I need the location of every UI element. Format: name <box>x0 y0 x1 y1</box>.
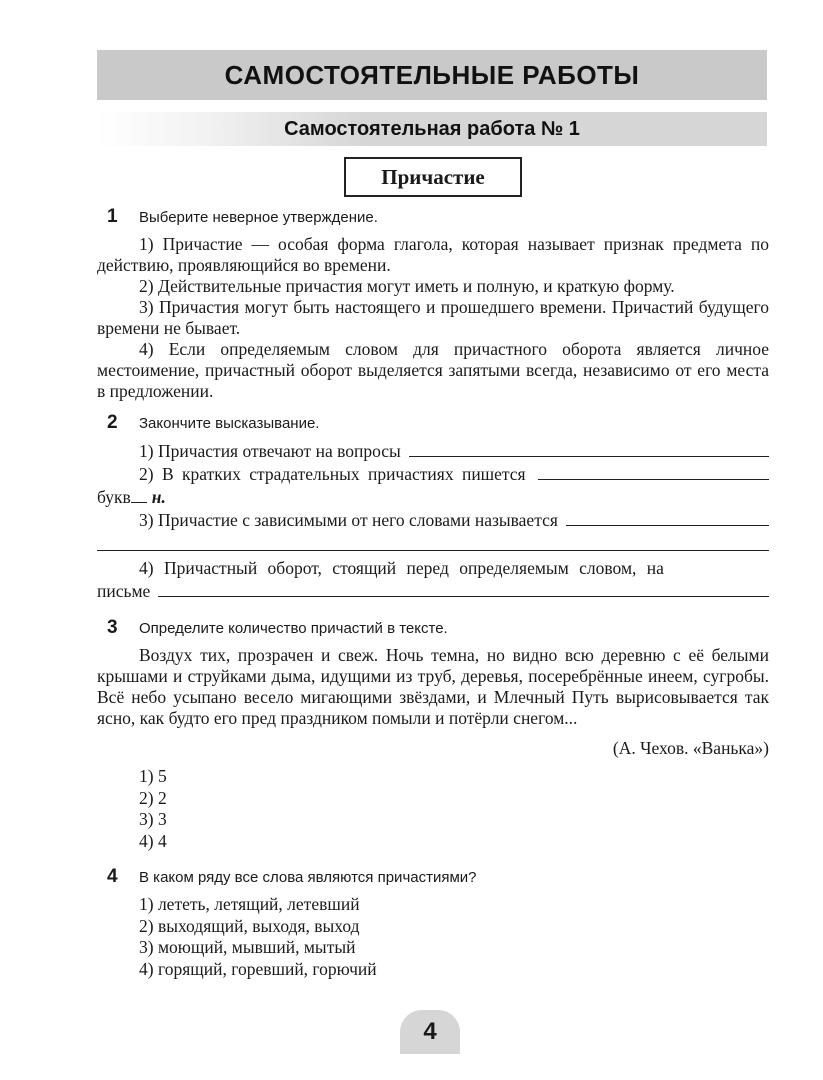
topic-box <box>344 157 522 197</box>
task-number: 3 <box>107 617 118 638</box>
task-2-item-2 <box>97 463 769 486</box>
section-title-banner <box>97 50 767 100</box>
task-1-option-3: 3) Причастия могут быть настоящего и прошедшего времени. Причастий будущего времени не бывает. <box>97 297 769 338</box>
task-instruction: Закончите высказывание. <box>139 415 320 432</box>
task-4-header <box>97 866 769 888</box>
task-number: 1 <box>107 206 118 227</box>
task-3-option-4: 4) 4 <box>139 830 167 851</box>
task-2-item-2-continuation <box>97 486 769 509</box>
task-1-option-2: 2) Действительные причастия могут иметь и полную, и краткую форму. <box>139 276 675 296</box>
task-2-item-1 <box>97 440 769 463</box>
letter-blank[interactable] <box>131 501 147 503</box>
work-title: Самостоятельная работа № 1 <box>284 117 580 140</box>
task-4-options <box>97 894 769 980</box>
task-2-item-4-cont-text: письме <box>97 581 151 601</box>
task-2-item-3-text: 3) Причастие с зависимыми от него словами называется <box>139 510 558 530</box>
task-3-text: Воздух тих, прозрачен и свеж. Ночь темна, но видно всю деревню с её белыми крышами и струйками дыма, идущими из труб, деревья, посеребрённые инеем, сугробы. Всё небо усыпано весело мигающими звёздами, и Млечный Путь вырисовывается так ясно, как будто его пред праздником помыли и потёрли снегом... <box>97 645 769 728</box>
page-number-tab <box>400 1010 460 1054</box>
task-2 <box>97 412 769 603</box>
work-title-banner <box>97 112 767 146</box>
task-1-option-1: 1) Причастие — особая форма глагола, которая называет признак предмета по действию, проявляющийся во времени. <box>97 234 769 275</box>
answer-blank[interactable] <box>158 582 769 597</box>
task-3-option-1: 1) 5 <box>139 766 167 786</box>
task-number: 2 <box>107 412 118 433</box>
task-3-options <box>97 766 769 852</box>
task-4-option-2: 2) выходящий, выходя, выход <box>139 915 360 936</box>
task-instruction: Выберите неверное утверждение. <box>139 209 378 226</box>
task-4 <box>97 866 769 980</box>
task-4-option-3: 3) моющий, мывший, мытый <box>139 937 356 957</box>
task-instruction: Определите количество причастий в тексте. <box>139 620 448 637</box>
task-2-item-4-text: 4) Причастный оборот, стоящий перед определяемым словом, на <box>139 558 664 578</box>
task-4-option-4: 4) горящий, горевший, горючий <box>139 958 377 979</box>
section-title: САМОСТОЯТЕЛЬНЫЕ РАБОТЫ <box>224 59 640 90</box>
task-3-header <box>97 617 769 639</box>
task-number: 4 <box>107 866 118 887</box>
answer-blank[interactable] <box>409 442 769 457</box>
task-3 <box>97 617 769 852</box>
task-2-item-4 <box>97 557 769 580</box>
task-2-item-3 <box>97 509 769 532</box>
answer-blank[interactable] <box>538 465 769 480</box>
task-1-header <box>97 206 769 228</box>
task-2-header <box>97 412 769 434</box>
page-number: 4 <box>423 1018 437 1045</box>
topic-title: Причастие <box>381 164 485 189</box>
task-2-item-4-continuation <box>97 580 769 603</box>
task-1-option-4: 4) Если определяемым словом для причастного оборота является личное местоимение, причастный оборот выделяется запятыми всегда, независимо от его места в предложении. <box>97 339 769 401</box>
answer-blank[interactable] <box>566 511 769 526</box>
task-instruction: В каком ряду все слова являются причастиями? <box>139 869 477 886</box>
task-1 <box>97 206 769 402</box>
answer-blank-full-line[interactable] <box>97 532 769 551</box>
task-2-item-2-text: 2) В кратких страдательных причастиях пишется <box>139 464 526 484</box>
tasks-content <box>97 206 769 990</box>
text-source: (А. Чехов. «Ванька») <box>612 738 769 758</box>
task-2-item-1-text: 1) Причастия отвечают на вопросы <box>139 441 401 461</box>
task-3-option-3: 3) 3 <box>139 809 167 829</box>
task-2-item-2-prefix: букв <box>97 487 131 507</box>
task-3-option-2: 2) 2 <box>139 787 167 808</box>
task-4-option-1: 1) лететь, летящий, летевший <box>139 894 360 914</box>
task-2-item-2-letter: н. <box>151 487 166 507</box>
